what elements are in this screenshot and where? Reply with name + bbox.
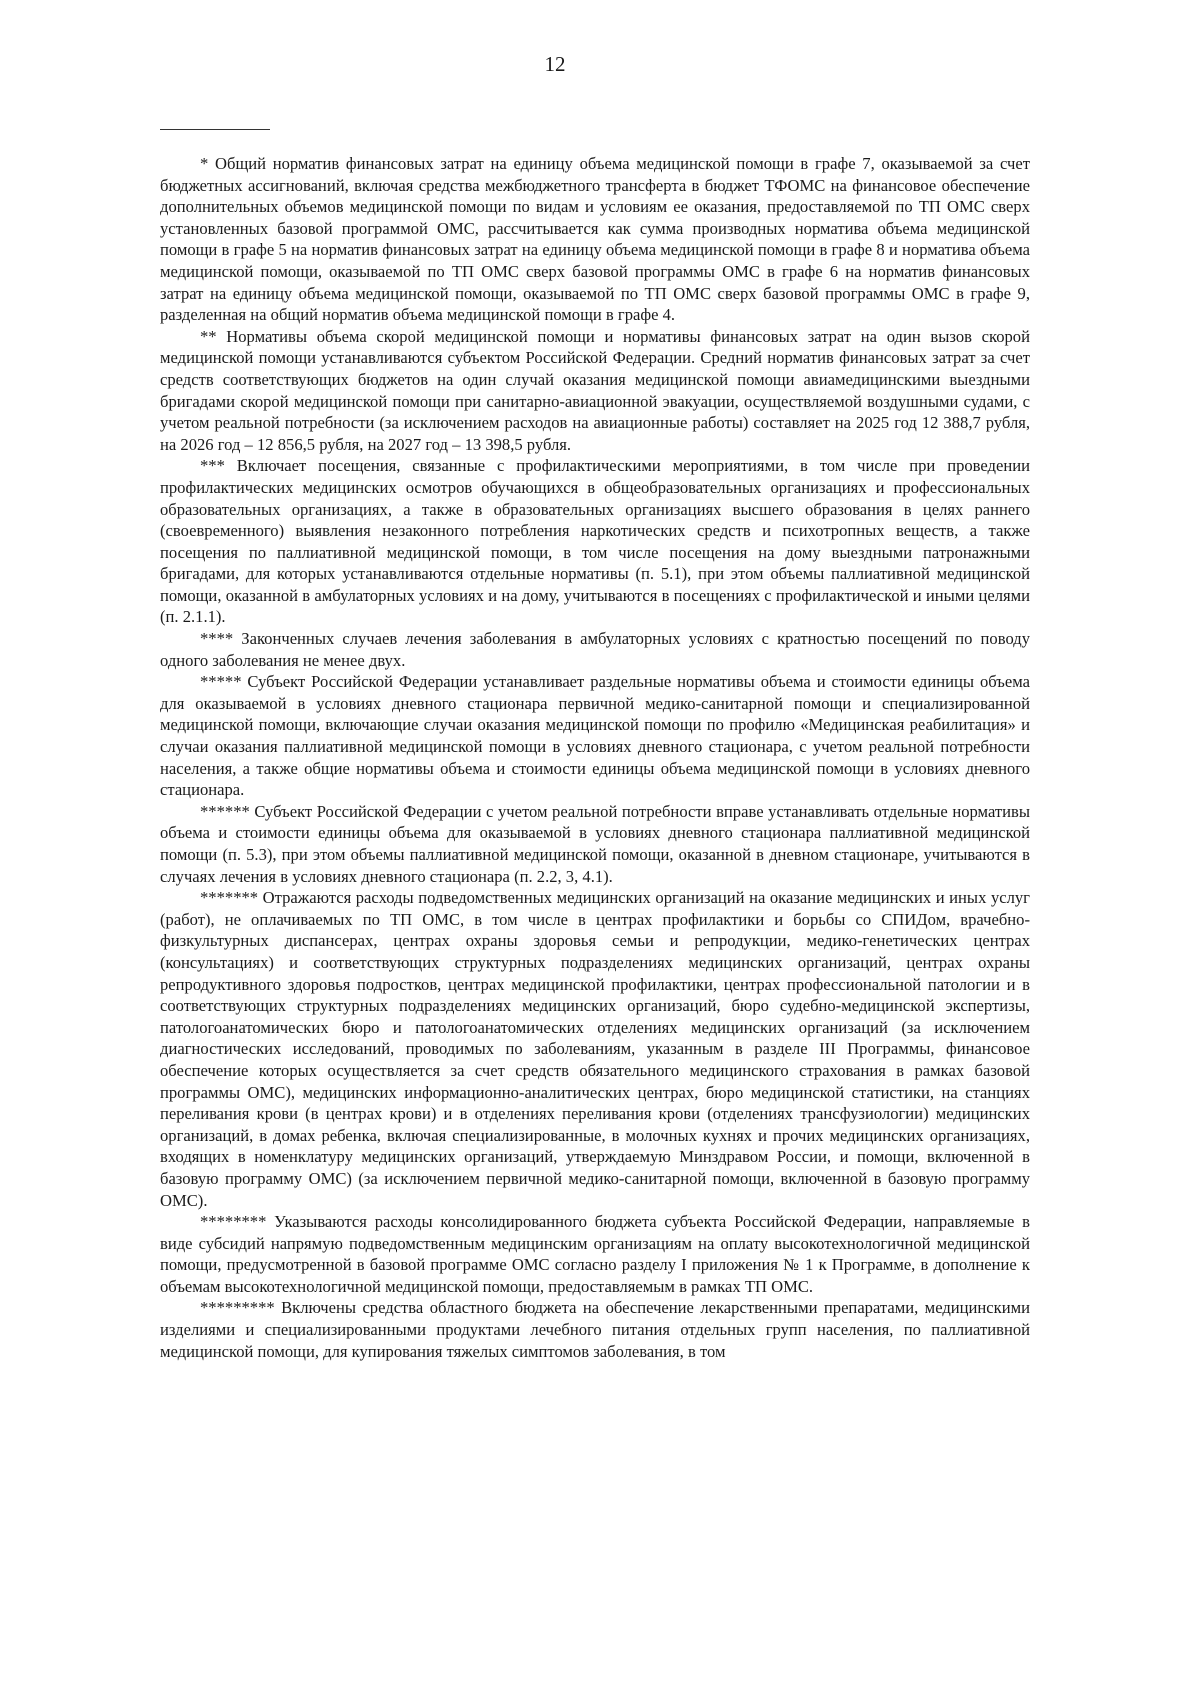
footnote-1: * Общий норматив финансовых затрат на единицу объема медицинской помощи в графе 7, оказываемой за счет бюджетных ассигнований, включая средства межбюджетного трансферта в бюджет ТФОМС на финансовое обеспечение дополнительных объемов медицинской помощи по видам и условиям ее оказания, предоставляемой по ТП ОМС сверх установленных базовой программой ОМС, рассчитывается как сумма производных норматива объема медицинской помощи в графе 5 на норматив финансовых затрат на единицу объема медицинской помощи в графе 8 и норматива объема медицинской помощи, оказываемой по ТП ОМС сверх базовой программы ОМС в графе 6 на норматив финансовых затрат на единицу объема медицинской помощи, оказываемой по ТП ОМС сверх базовой программы ОМС в графе 9, разделенная на общий норматив объема медицинской помощи в графе 4. [160,154,1030,325]
footnote-3: *** Включает посещения, связанные с профилактическими мероприятиями, в том числе при проведении профилактических медицинских осмотров обучающихся в общеобразовательных организациях и профессиональных образовательных организациях, а также в образовательных организациях высшего образования в целях раннего (своевременного) выявления незаконного потребления наркотических средств и психотропных веществ, а также посещения по паллиативной медицинской помощи, в том числе посещения на дому выездными патронажными бригадами, для которых устанавливаются отдельные нормативы (п. 5.1), при этом объемы паллиативной медицинской помощи, оказанной в амбулаторных условиях и на дому, учитываются в посещениях с профилактической и иными целями (п. 2.1.1). [160,456,1030,627]
footnote-6: ****** Субъект Российской Федерации с учетом реальной потребности вправе устанавливать отдельные нормативы объема и стоимости единицы объема для оказываемой в условиях дневного стационара паллиативной медицинской помощи (п. 5.3), при этом объемы паллиативной медицинской помощи, оказанной в дневном стационаре, учитываются в случаях лечения в условиях дневного стационара (п. 2.2, 3, 4.1). [160,801,1030,886]
footnote-4: **** Законченных случаев лечения заболевания в амбулаторных условиях с кратностью посещений по поводу одного заболевания не менее двух. [160,629,1030,670]
footnote-2: ** Нормативы объема скорой медицинской помощи и нормативы финансовых затрат на один вызов скорой медицинской помощи устанавливаются субъектом Российской Федерации. Средний норматив финансовых затрат за счет средств соответствующих бюджетов на один случай оказания медицинской помощи авиамедицинскими выездными бригадами скорой медицинской помощи при санитарно-авиационной эвакуации, осуществляемой воздушными судами, с учетом реальной потребности (за исключением расходов на авиационные работы) составляет на 2025 год 12 388,7 рубля, на 2026 год – 12 856,5 рубля, на 2027 год – 13 398,5 рубля. [160,326,1030,454]
footnote-7: ******* Отражаются расходы подведомственных медицинских организаций на оказание медицинских и иных услуг (работ), не оплачиваемых по ТП ОМС, в том числе в центрах профилактики и борьбы со СПИДом, врачебно-физкультурных диспансерах, центрах охраны здоровья семьи и репродукции, медико-генетических центрах (консультациях) и соответствующих структурных подразделениях медицинских организаций, центрах охраны репродуктивного здоровья подростков, центрах медицинской профилактики, центрах профессиональной патологии и в соответствующих структурных подразделениях медицинских организаций, бюро судебно-медицинской экспертизы, патологоанатомических бюро и патологоанатомических отделениях медицинских организаций (за исключением диагностических исследований, проводимых по заболеваниям, указанным в разделе III Программы, финансовое обеспечение которых осуществляется за счет средств обязательного медицинского страхования в рамках базовой программы ОМС), медицинских информационно-аналитических центрах, бюро медицинской статистики, на станциях переливания крови (в центрах крови) и в отделениях переливания крови (отделениях трансфузиологии) медицинских организаций, в домах ребенка, включая специализированные, в молочных кухнях и прочих медицинских организациях, входящих в номенклатуру медицинских организаций, утверждаемую Минздравом России, и помощи, включенной в базовую программу ОМС) (за исключением первичной медико-санитарной помощи, включенной в базовую программу ОМС). [160,888,1030,1210]
footnote-separator [160,129,270,130]
footnote-5: ***** Субъект Российской Федерации устанавливает раздельные нормативы объема и стоимости единицы объема для оказываемой в условиях дневного стационара первичной медико-санитарной помощи и специализированной медицинской помощи, включающие случаи оказания медицинской помощи по профилю «Медицинская реабилитация» и случаи оказания паллиативной медицинской помощи в условиях дневного стационара, с учетом реальной потребности населения, а также общие нормативы объема и стоимости единицы объема медицинской помощи в условиях дневного стационара. [160,672,1030,800]
footnotes-section [160,153,1030,1362]
footnote-8: ******** Указываются расходы консолидированного бюджета субъекта Российской Федерации, направляемые в виде субсидий напрямую подведомственным медицинским организациям на оплату высокотехнологичной медицинской помощи, предусмотренной в базовой программе ОМС согласно разделу I приложения № 1 к Программе, в дополнение к объемам высокотехнологичной медицинской помощи, предоставляемым в рамках ТП ОМС. [160,1212,1030,1296]
footnote-9: ********* Включены средства областного бюджета на обеспечение лекарственными препаратами, медицинскими изделиями и специализированными продуктами лечебного питания отдельных групп населения, по паллиативной медицинской помощи, для купирования тяжелых симптомов заболевания, в том [160,1298,1030,1361]
page-number: 12 [544,52,566,76]
